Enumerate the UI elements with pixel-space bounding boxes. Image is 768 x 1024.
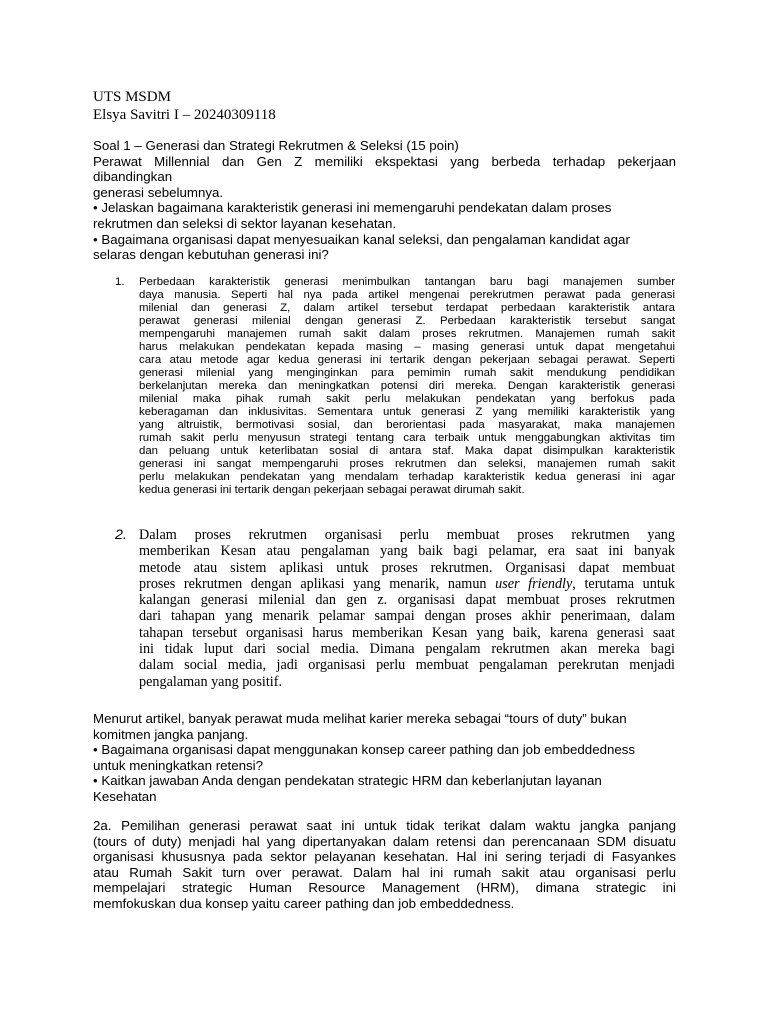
document-header bbox=[93, 88, 676, 124]
answer-1-line: harus melakukan pendekatan kepada masing – masing generasi untuk dapat mengetahui bbox=[139, 341, 675, 353]
question-1-bullet-line: • Bagaimana organisasi dapat menyesuaikan kanal seleksi, dan pengalaman kandidat agar bbox=[93, 231, 630, 247]
answer-1-line: perawat generasi milenial dengan generasi Z. Perbedaan karakteristik tersebut sangat bbox=[139, 315, 675, 327]
answer-1-line: berkelanjutan mereka dan meningkatkan potensi diri mereka. Dengan karakteristik generasi bbox=[139, 380, 675, 392]
answer-2-line-text: , terutama untuk bbox=[572, 575, 676, 592]
answer-1-line: daya manusia. Seperti hal nya pada artikel mengenai perekrutmen perawat pada generasi bbox=[139, 289, 675, 301]
answer-1-line: milenial dan generasi Z, dalam artikel tersebut terdapat perbedaan karakteristik antara bbox=[139, 302, 675, 314]
answer-1-line: generasi milenial yang menginginkan para pemimin rumah sakit mendukung pendidikan bbox=[139, 367, 675, 379]
question-1-intro-line: Perawat Millennial dan Gen Z memiliki ekspektasi yang berbeda terhadap pekerjaan bbox=[93, 153, 676, 169]
answer-1-number: 1. bbox=[115, 276, 125, 288]
answer-2-line bbox=[139, 576, 675, 592]
answer-1-line: mempengaruhi manajemen rumah sakit dalam proses rekrutmen. Manajemen rumah sakit bbox=[139, 328, 675, 340]
answer-2-line-text: proses rekrutmen dengan aplikasi yang menarik, namun bbox=[139, 575, 496, 592]
answer-1-line: yang altruistik, bermotivasi sosial, dan berorientasi pada masyarakat, maka manajemen bbox=[139, 419, 675, 431]
answer-2-body bbox=[139, 527, 675, 690]
answer-2a-line: (tours of duty) menjadi hal yang dipertanyakan dalam retensi dan perencanaan SDM disuatu bbox=[93, 833, 676, 849]
answer-2-italic-term: user friendly bbox=[495, 575, 573, 592]
answer-2-line: ini tidak luput dari social media. Dimana pengalam rekrutmen akan mereka bagi bbox=[139, 641, 675, 658]
question-1-intro-line: generasi sebelumnya. bbox=[93, 184, 224, 200]
answer-2-number: 2. bbox=[115, 527, 127, 543]
answer-2-line: pengalaman yang positif. bbox=[139, 673, 283, 690]
answer-1-line: Perbedaan karakteristik generasi menimbulkan tantangan baru bagi manajemen sumber bbox=[139, 276, 675, 288]
question-1-heading: Soal 1 – Generasi dan Strategi Rekrutmen & Seleksi (15 poin) bbox=[93, 138, 459, 153]
answer-1-line: generasi ini sangat mempengaruhi proses rekrutmen dan seleksi, manajemen rumah sakit bbox=[139, 458, 675, 470]
answer-2-line: tahapan tersebut organisasi harus memberikan Kesan yang baik, karena generasi saat bbox=[139, 624, 675, 641]
question-2-intro-line: Menurut artikel, banyak perawat muda melihat karier mereka sebagai “tours of duty” bukan bbox=[93, 711, 627, 726]
answer-2-line: dalam social media, jadi organisasi perlu membuat pengalaman perekrutan menjadi bbox=[139, 657, 675, 674]
answer-1-body bbox=[139, 276, 675, 497]
question-2-bullet-line: • Kaitkan jawaban Anda dengan pendekatan strategic HRM dan keberlanjutan layanan bbox=[93, 773, 602, 789]
answer-2-line: memberikan Kesan atau pengalaman yang baik bagi pelamar, era saat ini banyak bbox=[139, 543, 675, 560]
answer-1-line: kedua generasi ini tertarik dengan pekerjaan sebagai perawat dirumah sakit. bbox=[139, 484, 525, 496]
answer-1-line: keberagaman dan inklusivitas. Sementara untuk generasi Z yang memiliki karakteristik yang bbox=[139, 406, 675, 418]
answer-2-line: Dalam proses rekrutmen organisasi perlu membuat proses rekrutmen yang bbox=[139, 527, 675, 543]
answer-2a-line: 2a. Pemilihan generasi perawat saat ini untuk tidak terikat dalam waktu jangka panjang bbox=[93, 818, 676, 833]
answer-1-line: perlu melakukan pendekatan yang mendalam terhadap karakteristik kedua generasi ini agar bbox=[139, 471, 675, 483]
question-1 bbox=[93, 138, 676, 263]
answer-2-line: kalangan generasi milenial dan gen z. organisasi dapat membuat proses rekrutmen bbox=[139, 592, 675, 609]
document-title: UTS MSDM bbox=[93, 89, 171, 105]
answer-1-line: rumah sakit perlu menyusun strategi tentang cara terbaik untuk menggabungkan aktivitas tim bbox=[139, 432, 675, 444]
question-1-bullet-line: selaras dengan kebutuhan generasi ini? bbox=[93, 247, 329, 263]
question-2 bbox=[93, 711, 676, 805]
answer-1-line: dan peluang untuk keterlibatan sosial di antara staf. Maka dapat disimpulkan karakteristik bbox=[139, 445, 675, 457]
answer-2-line: dari tahapan yang menarik pelamar sampai dengan proses akhir penerimaan, dalam bbox=[139, 608, 675, 625]
answer-2a-line: mempelajari strategic Human Resource Management (HRM), dimana strategic ini bbox=[93, 880, 676, 896]
answer-2a-line: memfokuskan dua konsep yaitu career pathing dan job embeddedness. bbox=[93, 895, 515, 911]
answer-2-line: metode atau sistem aplikasi untuk proses rekrutmen. Organisasi dapat membuat bbox=[139, 559, 675, 576]
question-2-bullet-line: • Bagaimana organisasi dapat menggunakan konsep career pathing dan job embeddedness bbox=[93, 742, 636, 758]
answer-1-line: cara atau metode agar kedua generasi ini tertarik dengan pekerjaan sebagai perawat. Seperti bbox=[139, 354, 675, 366]
question-2-bullet-line: Kesehatan bbox=[93, 788, 157, 804]
answer-2a-line: organisasi khususnya pada sektor pelayanan kesehatan. Hal ini sering terjadi di Fasyankes bbox=[93, 849, 676, 865]
answer-1-line: milenial maka pihak rumah sakit perlu melakukan pendekatan yang berfokus pada bbox=[139, 393, 675, 405]
question-2-bullet-line: untuk meningkatkan retensi? bbox=[93, 757, 264, 773]
answer-2a-line: atau Rumah Sakit turn over perawat. Dalam hal ini rumah sakit atau organisasi perlu bbox=[93, 864, 676, 880]
question-1-intro-line: dibandingkan bbox=[93, 169, 173, 185]
answer-2a bbox=[93, 818, 676, 912]
student-identity: Elsya Savitri I – 20240309118 bbox=[93, 107, 276, 123]
question-2-intro-line: komitmen jangka panjang. bbox=[93, 726, 249, 742]
question-1-bullet-line: rekrutmen dan seleksi di sektor layanan kesehatan. bbox=[93, 215, 397, 231]
question-1-bullet-line: • Jelaskan bagaimana karakteristik generasi ini memengaruhi pendekatan dalam proses bbox=[93, 200, 612, 216]
